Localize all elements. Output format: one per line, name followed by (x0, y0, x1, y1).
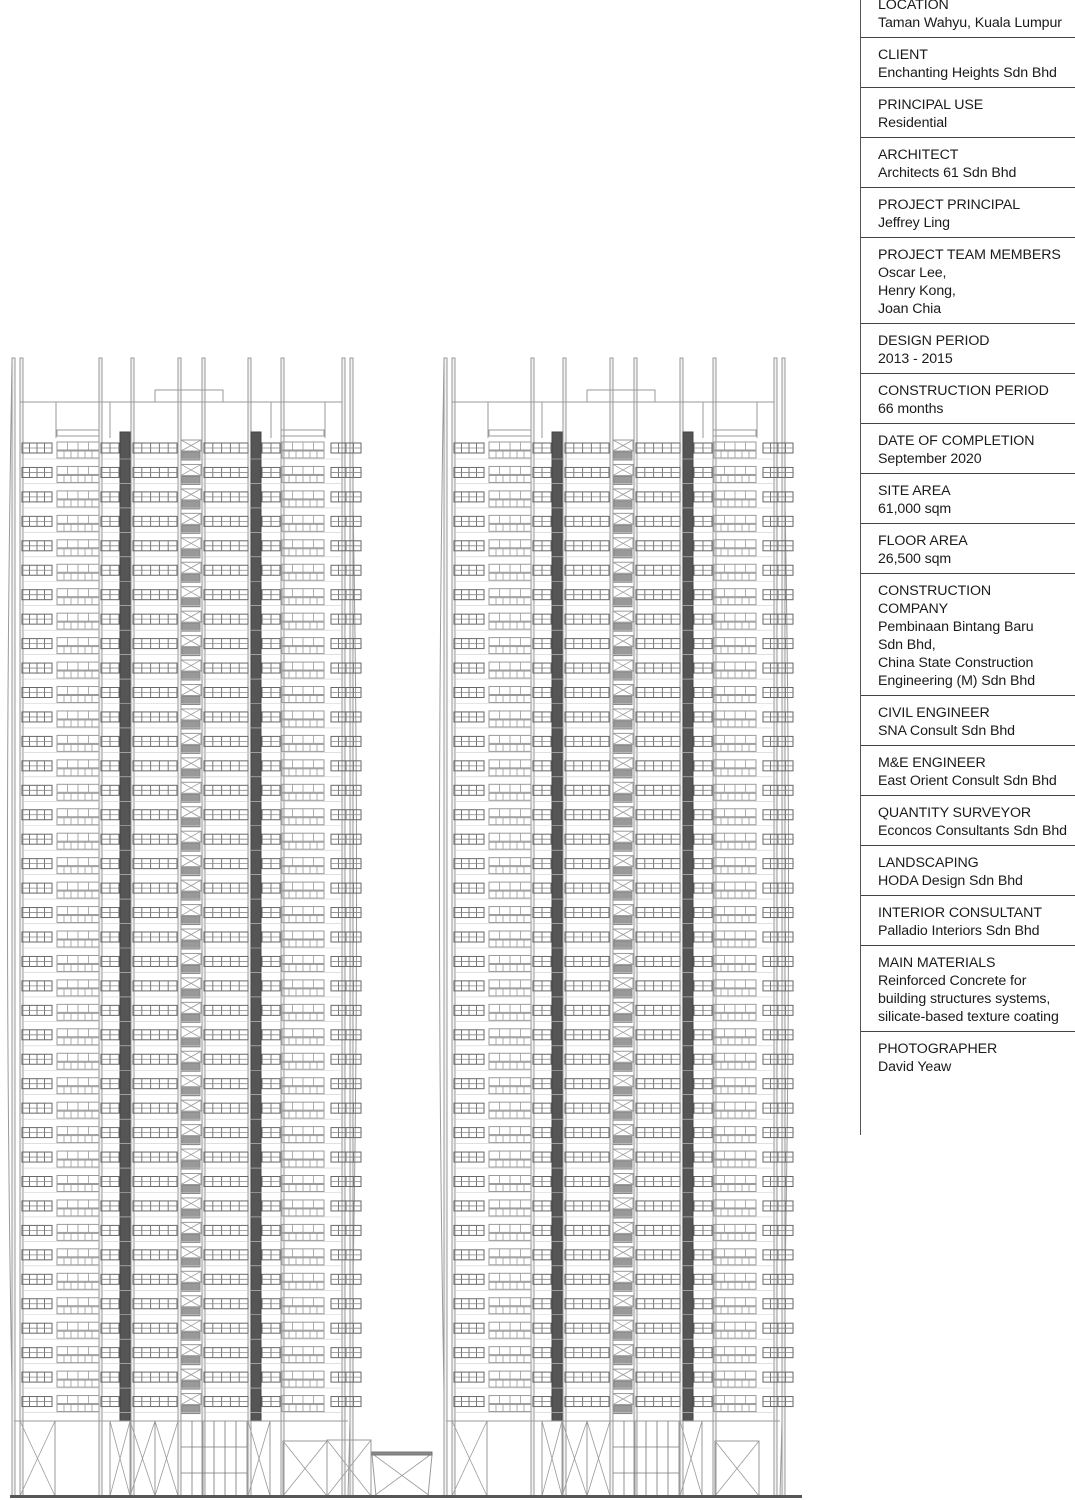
floor (20, 1076, 361, 1096)
floor (452, 1320, 793, 1340)
tower-2 (439, 358, 793, 1496)
info-entry-location (861, 0, 1075, 38)
info-entry-m-e-engineer (861, 746, 1075, 796)
service-core (120, 432, 130, 1421)
info-entry-date-of-completion (861, 424, 1075, 474)
info-value: Enchanting Heights Sdn Bhd (878, 65, 1057, 81)
info-label: ARCHITECT (878, 147, 959, 163)
info-label: FLOOR AREA (878, 533, 968, 549)
info-value: SNA Consult Sdn Bhd (878, 723, 1015, 739)
floor (452, 1149, 793, 1169)
info-value: Palladio Interiors Sdn Bhd (878, 923, 1040, 939)
info-label: CLIENT (878, 47, 928, 63)
floor (20, 1345, 361, 1365)
floor (452, 1296, 793, 1316)
info-value: 61,000 sqm (878, 501, 952, 517)
vertical-fin (342, 358, 345, 1496)
floor (20, 1320, 361, 1340)
info-label: LANDSCAPING (878, 855, 979, 871)
floor (452, 905, 793, 925)
floor (20, 1394, 361, 1414)
floor (20, 929, 361, 949)
vertical-fin (12, 358, 15, 1496)
floor (452, 1027, 793, 1047)
info-value: 26,500 sqm (878, 551, 952, 567)
floor (20, 1125, 361, 1145)
floor (452, 1345, 793, 1365)
vertical-fin (782, 358, 785, 1496)
podium (446, 1421, 780, 1496)
info-label: QUANTITY SURVEYOR (878, 805, 1032, 821)
ground-line (10, 1495, 802, 1498)
floor (452, 562, 793, 582)
podium (14, 1421, 348, 1496)
info-value: Reinforced Concrete for building structures systems, silicate-based texture coating (878, 973, 1059, 1025)
info-value: September 2020 (878, 451, 982, 467)
floor (452, 489, 793, 509)
floor (452, 1198, 793, 1218)
info-value: Taman Wahyu, Kuala Lumpur (878, 15, 1062, 31)
info-value: 2013 - 2015 (878, 351, 953, 367)
info-entry-principal-use (861, 88, 1075, 138)
floor (20, 807, 361, 827)
info-value: Jeffrey Ling (878, 215, 950, 231)
info-entry-floor-area (861, 524, 1075, 574)
info-entry-construction-company (861, 574, 1075, 696)
info-value: David Yeaw (878, 1059, 952, 1075)
info-entry-construction-period (861, 374, 1075, 424)
floor (452, 1247, 793, 1267)
floor (20, 1149, 361, 1169)
floor (452, 1076, 793, 1096)
info-entry-landscaping (861, 846, 1075, 896)
floor (452, 1100, 793, 1120)
info-label: M&E ENGINEER (878, 755, 986, 771)
info-label: PROJECT TEAM MEMBERS (878, 247, 1061, 263)
floor (20, 1027, 361, 1047)
floor (452, 880, 793, 900)
info-entry-design-period (861, 324, 1075, 374)
vertical-fin (774, 358, 777, 1496)
floor (452, 611, 793, 631)
info-label: CONSTRUCTION PERIOD (878, 383, 1049, 399)
floor (20, 880, 361, 900)
info-entry-photographer (861, 1032, 1075, 1081)
floor (20, 538, 361, 558)
floor (452, 513, 793, 533)
info-label: DATE OF COMPLETION (878, 433, 1035, 449)
floor (452, 733, 793, 753)
floor (452, 440, 793, 460)
info-label: PRINCIPAL USE (878, 97, 984, 113)
floor (20, 1369, 361, 1389)
info-label: MAIN MATERIALS (878, 955, 996, 971)
floor (452, 831, 793, 851)
info-label: PROJECT PRINCIPAL (878, 197, 1021, 213)
floor (20, 1100, 361, 1120)
floor (452, 1002, 793, 1022)
info-entry-project-principal (861, 188, 1075, 238)
info-entry-quantity-surveyor (861, 796, 1075, 846)
info-entry-project-team-members (861, 238, 1075, 324)
service-core (552, 432, 562, 1421)
floor (20, 782, 361, 802)
floor (452, 709, 793, 729)
floor (20, 489, 361, 509)
info-value: Pembinaan Bintang Baru Sdn Bhd, China State Construction Engineering (M) Sdn Bhd (878, 619, 1036, 689)
floor (20, 953, 361, 973)
floor (20, 905, 361, 925)
floor (452, 660, 793, 680)
info-entry-client (861, 38, 1075, 88)
info-entry-interior-consultant (861, 896, 1075, 946)
service-core (683, 432, 693, 1421)
info-label: SITE AREA (878, 483, 951, 499)
floor (452, 685, 793, 705)
floor (452, 978, 793, 998)
info-value: Oscar Lee, Henry Kong, Joan Chia (878, 265, 956, 317)
floor (20, 978, 361, 998)
floor (20, 562, 361, 582)
info-label: INTERIOR CONSULTANT (878, 905, 1042, 921)
floor (452, 929, 793, 949)
floor (20, 1247, 361, 1267)
floor (20, 440, 361, 460)
info-entry-civil-engineer (861, 696, 1075, 746)
floor (452, 807, 793, 827)
floor (452, 587, 793, 607)
floor (452, 538, 793, 558)
roof-structure (155, 390, 223, 402)
floor (452, 1271, 793, 1291)
floor (20, 831, 361, 851)
floor (20, 1051, 361, 1071)
floor (452, 856, 793, 876)
floor (452, 464, 793, 484)
floor (20, 1198, 361, 1218)
floor (452, 758, 793, 778)
floor (20, 1271, 361, 1291)
info-value: 66 months (878, 401, 944, 417)
floor (20, 513, 361, 533)
floor (452, 1394, 793, 1414)
floor (20, 709, 361, 729)
floor (452, 1174, 793, 1194)
roof-structure (587, 390, 655, 402)
info-entry-architect (861, 138, 1075, 188)
floor (20, 1174, 361, 1194)
info-value: East Orient Consult Sdn Bhd (878, 773, 1057, 789)
floor (20, 464, 361, 484)
floor (20, 636, 361, 656)
floor (20, 587, 361, 607)
vertical-fin (350, 358, 353, 1496)
info-label: DESIGN PERIOD (878, 333, 990, 349)
floor (20, 758, 361, 778)
info-label: CIVIL ENGINEER (878, 705, 990, 721)
info-label: CONSTRUCTION COMPANY (878, 583, 992, 617)
info-label: LOCATION (878, 0, 949, 13)
vertical-fin (444, 358, 447, 1496)
floor (452, 1051, 793, 1071)
floor (452, 636, 793, 656)
info-value: Residential (878, 115, 948, 131)
floor (452, 1222, 793, 1242)
floor (20, 1296, 361, 1316)
tower-1 (7, 358, 361, 1496)
floor (452, 953, 793, 973)
floor (20, 685, 361, 705)
floor (452, 782, 793, 802)
project-info-panel (860, 0, 1075, 1135)
floor (20, 856, 361, 876)
service-core (251, 432, 261, 1421)
floor (20, 733, 361, 753)
info-value: Architects 61 Sdn Bhd (878, 165, 1017, 181)
info-value: HODA Design Sdn Bhd (878, 873, 1023, 889)
floor (20, 611, 361, 631)
info-entry-main-materials (861, 946, 1075, 1032)
info-value: Econcos Consultants Sdn Bhd (878, 823, 1067, 839)
floor (20, 660, 361, 680)
info-label: PHOTOGRAPHER (878, 1041, 998, 1057)
floor (20, 1222, 361, 1242)
floor (20, 1002, 361, 1022)
floor (452, 1369, 793, 1389)
info-entry-site-area (861, 474, 1075, 524)
floor (452, 1125, 793, 1145)
